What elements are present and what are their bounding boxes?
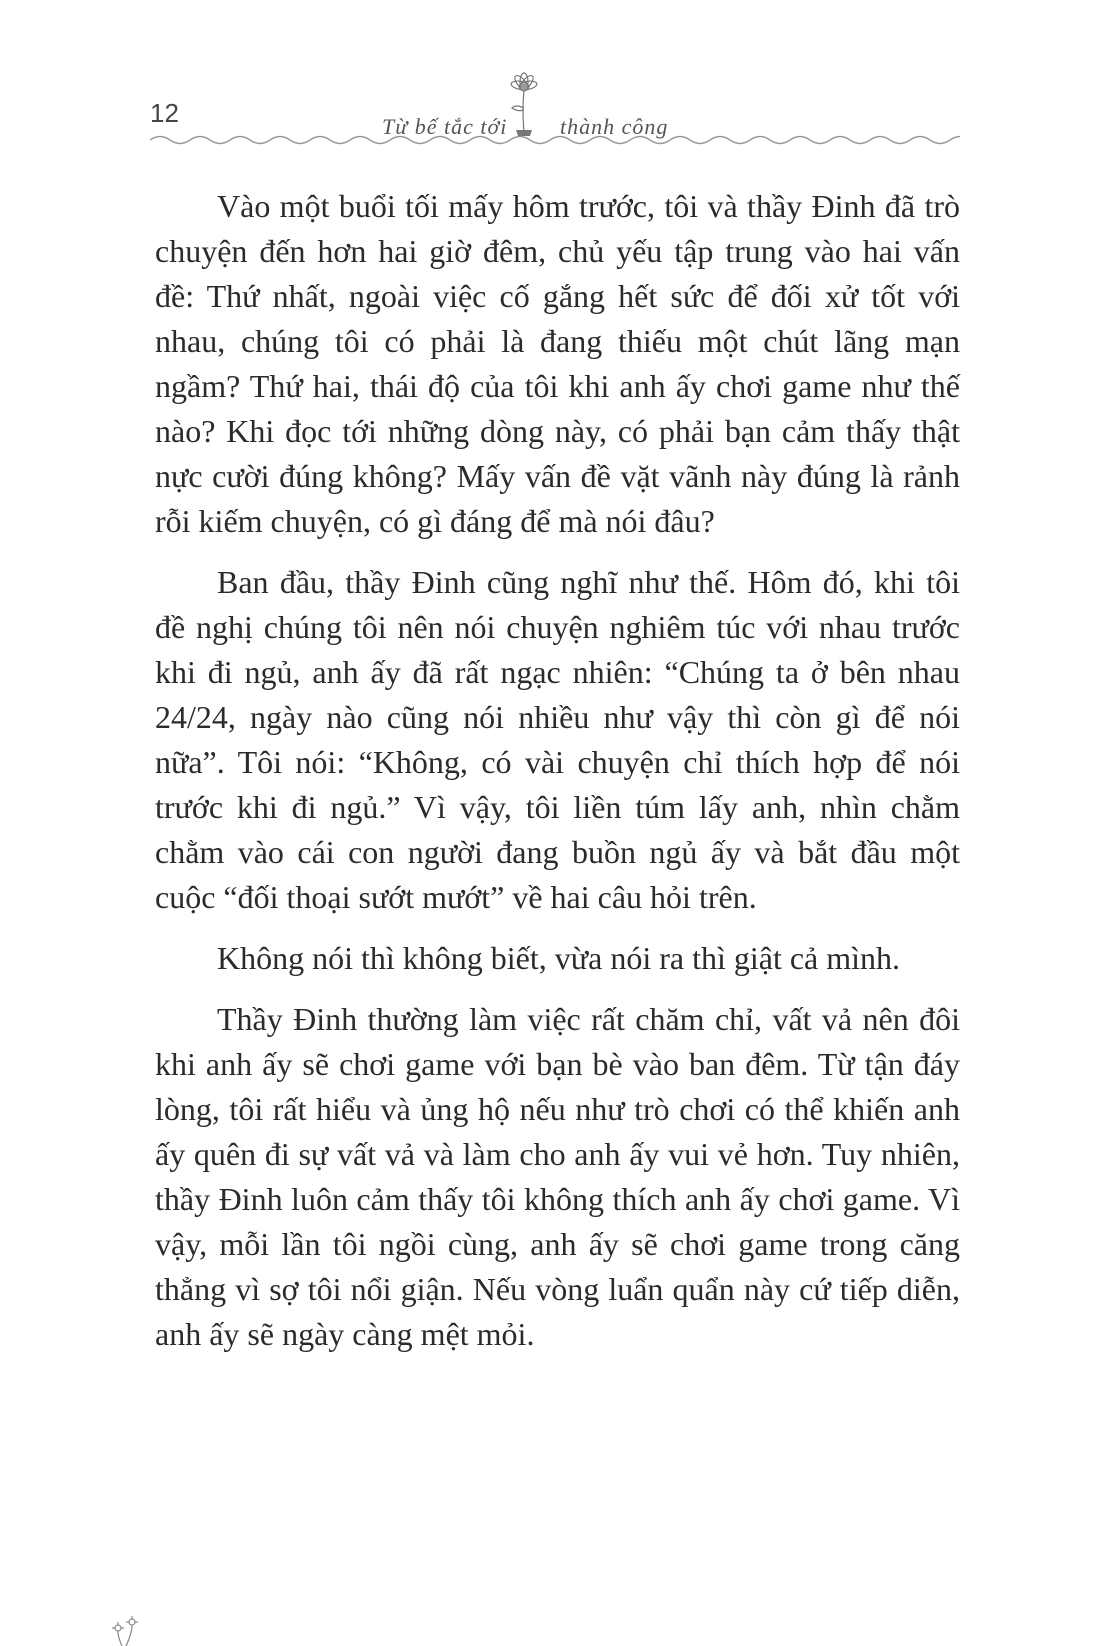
running-title-left: Từ bế tắc tới (382, 114, 508, 139)
paragraph-3: Không nói thì không biết, vừa nói ra thì giật cả mình. (217, 940, 901, 976)
daisy-flower-icon (502, 70, 546, 140)
paragraph-1: Vào một buổi tối mấy hôm trước, tôi và thầy Đinh đã trò chuyện đến hơn hai giờ đêm, chủ yếu tập trung vào hai vấn đề: Thứ nhất, ngoài việc cố gắng hết sức để đối xử tốt với nhau, chúng tôi có phải là đang thiếu một chút lãng mạn ngầm? Thứ hai, thái độ của tôi khi anh ấy chơi game như thế nào? Khi đọc tới những dòng này, có phải bạn cảm thấy thật nực cười đúng không? Mấy vấn đề vặt vãnh này đúng là rảnh rỗi kiếm chuyện, có gì đáng để mà nói đâu? (155, 188, 960, 539)
running-title-right: thành công (560, 114, 669, 139)
page-header (150, 70, 960, 150)
body-text (155, 184, 960, 1373)
paragraph-2: Ban đầu, thầy Đinh cũng nghĩ như thế. Hôm đó, khi tôi đề nghị chúng tôi nên nói chuyện nghiêm túc với nhau trước khi đi ngủ, anh ấy đã rất ngạc nhiên: “Chúng ta ở bên nhau 24/24, ngày nào cũng nói nhiều như vậy thì còn gì để nói nữa”. Tôi nói: “Không, có vài chuyện chỉ thích hợp để nói trước khi đi ngủ.” Vì vậy, tôi liền túm lấy anh, nhìn chằm chằm vào cái con người đang buồn ngủ ấy và bắt đầu một cuộc “đối thoại sướt mướt” về hai câu hỏi trên. (155, 564, 960, 915)
small-flower-icon (108, 1614, 148, 1646)
wavy-divider (150, 132, 960, 148)
page-number: 12 (150, 98, 179, 128)
paragraph-4: Thầy Đinh thường làm việc rất chăm chỉ, vất vả nên đôi khi anh ấy sẽ chơi game với bạn bè vào ban đêm. Từ tận đáy lòng, tôi rất hiểu và ủng hộ nếu như trò chơi có thể khiến anh ấy quên đi sự vất vả và làm cho anh ấy vui vẻ hơn. Tuy nhiên, thầy Đinh luôn cảm thấy tôi không thích anh ấy chơi game. Vì vậy, mỗi lần tôi ngồi cùng, anh ấy sẽ chơi game trong căng thẳng vì sợ tôi nổi giận. Nếu vòng luẩn quẩn này cứ tiếp diễn, anh ấy sẽ ngày càng mệt mỏi. (155, 1001, 960, 1352)
